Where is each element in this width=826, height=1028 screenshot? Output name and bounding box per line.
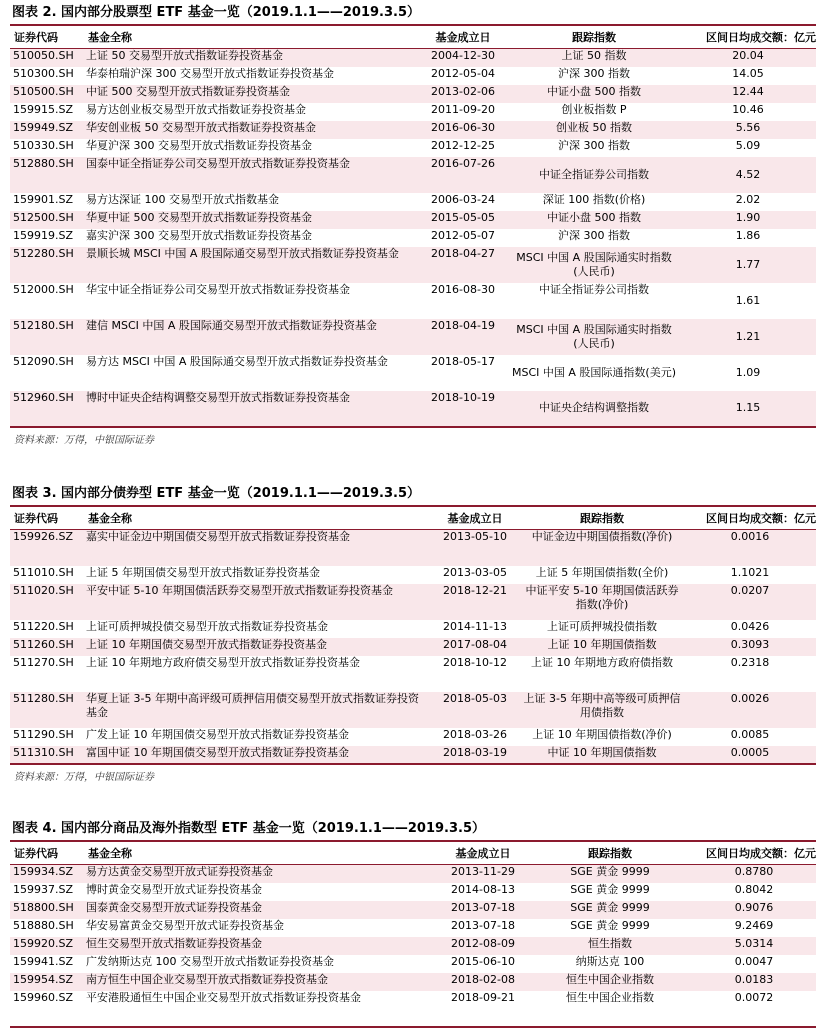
table-row (10, 955, 816, 973)
fund-name: 华夏上证 3-5 年期中高评级可质押信用债交易型开放式指数证券投资基金 (84, 692, 430, 728)
inception-date: 2006-03-24 (431, 192, 495, 206)
inception-date: 2012-05-07 (431, 228, 495, 242)
daily-turnover: 9.2469 (734, 918, 774, 932)
table-row (10, 584, 816, 620)
fund-code: 510300.SH (13, 66, 74, 80)
daily-turnover: 0.0047 (734, 954, 774, 968)
fund-name: 南方恒生中国企业交易型开放式指数证券投资基金 (84, 973, 438, 991)
inception-date: 2012-05-04 (431, 66, 495, 80)
fund-code: 518880.SH (13, 918, 74, 932)
daily-turnover: 1.61 (735, 293, 761, 307)
tracking-index: MSCI 中国 A 股国际通实时指数(人民币) (508, 247, 680, 283)
fund-name: 上证 5 年期国债交易型开放式指数证券投资基金 (86, 565, 320, 579)
table-row (10, 530, 816, 566)
table-row (10, 937, 816, 955)
fund-code: 159920.SZ (10, 937, 84, 955)
daily-turnover: 0.8042 (734, 882, 774, 896)
table-row (10, 283, 816, 319)
fund-code: 511010.SH (13, 565, 74, 579)
header-code: 证券代码 (10, 507, 84, 530)
fund-code: 512000.SH (13, 282, 74, 296)
table-row (10, 85, 816, 103)
tracking-index: 上证可质押城投债指数 (547, 619, 657, 633)
header-index: 跟踪指数 (520, 507, 684, 530)
source-note: 资料来源：万得，中银国际证券 (14, 771, 154, 783)
inception-date: 2012-12-25 (431, 138, 495, 152)
inception-date: 2018-02-08 (438, 973, 528, 991)
tracking-index: 上证 10 年期国债指数(净价) (532, 727, 672, 741)
tracking-index: 中证全指证券公司指数 (539, 282, 649, 296)
table-row (10, 211, 816, 229)
fund-code: 159934.SZ (10, 865, 84, 883)
fund-name: 上证 50 交易型开放式指数证券投资基金 (84, 49, 418, 67)
fund-code: 159915.SZ (13, 102, 74, 116)
fund-name: 上证 10 年期地方政府债交易型开放式指数证券投资基金 (86, 655, 360, 669)
stock-etf-section (10, 2, 816, 446)
tracking-index: 深证 100 指数(价格) (542, 192, 646, 206)
tracking-index: 上证 50 指数 (508, 49, 680, 67)
table-row (10, 103, 816, 121)
fund-code: 510050.SH (10, 49, 84, 67)
inception-date: 2018-10-19 (418, 391, 508, 427)
daily-turnover: 0.3093 (684, 638, 816, 656)
tracking-index: 中证小盘 500 指数 (508, 85, 680, 103)
tracking-index: 纳斯达克 100 (575, 954, 645, 968)
fund-code: 511020.SH (10, 584, 84, 620)
fund-name: 华安创业板 50 交易型开放式指数证券投资基金 (84, 121, 418, 139)
table-row (10, 973, 816, 991)
table-row (10, 49, 816, 67)
fund-code: 511220.SH (13, 619, 74, 633)
tracking-index: 创业板 50 指数 (508, 121, 680, 139)
inception-date: 2014-08-13 (451, 882, 515, 896)
fund-code: 159937.SZ (13, 882, 74, 896)
fund-code: 512090.SH (13, 354, 74, 368)
fund-code: 159949.SZ (10, 121, 84, 139)
tracking-index: 上证 5 年期国债指数(全价) (535, 565, 669, 579)
daily-turnover: 1.1021 (730, 565, 770, 579)
tracking-index: 中证平安 5-10 年期国债活跃券指数(净价) (520, 584, 684, 620)
table-row (10, 865, 816, 883)
etf-table (10, 842, 816, 1028)
tracking-index: SGE 黄金 9999 (570, 882, 650, 896)
header-date: 基金成立日 (418, 26, 508, 49)
fund-name: 平安港股通恒生中国企业交易型开放式指数证券投资基金 (84, 991, 438, 1027)
daily-turnover: 1.15 (680, 391, 816, 427)
source-note: 资料来源：万得，中银国际证券 (14, 434, 154, 446)
fund-name: 易方达深证 100 交易型开放式指数基金 (86, 192, 279, 206)
tracking-index: 创业板指数 P (561, 102, 627, 116)
inception-date: 2013-02-06 (418, 85, 508, 103)
table-row (10, 883, 816, 901)
fund-name: 平安中证 5-10 年期国债活跃券交易型开放式指数证券投资基金 (84, 584, 430, 620)
header-volume: 区间日均成交额：亿元 (680, 26, 816, 49)
fund-name: 国泰黄金交易型开放式证券投资基金 (84, 901, 438, 919)
fund-code: 510330.SH (13, 138, 74, 152)
fund-code: 512500.SH (10, 211, 84, 229)
inception-date: 2013-11-29 (438, 865, 528, 883)
daily-turnover: 0.0072 (692, 991, 816, 1027)
table-row (10, 193, 816, 211)
daily-turnover: 0.0183 (692, 973, 816, 991)
table-row (10, 656, 816, 692)
fund-name: 博时中证央企结构调整交易型开放式指数证券投资基金 (84, 391, 418, 427)
table-row (10, 991, 816, 1027)
table-title: 图表 2. 国内部分股票型 ETF 基金一览（2019.1.1——2019.3.5） (10, 2, 816, 26)
fund-code: 518800.SH (10, 901, 84, 919)
fund-code: 511310.SH (10, 746, 84, 764)
bond-etf-section (10, 483, 816, 783)
header-index: 跟踪指数 (528, 842, 692, 865)
daily-turnover: 1.86 (735, 228, 761, 242)
inception-date: 2016-07-26 (418, 157, 508, 193)
fund-name: 嘉实中证金边中期国债交易型开放式指数证券投资基金 (84, 530, 430, 566)
table-row (10, 746, 816, 764)
table-row (10, 638, 816, 656)
inception-date: 2018-12-21 (430, 584, 520, 620)
tracking-index: MSCI 中国 A 股国际通实时指数(人民币) (508, 319, 680, 355)
fund-name: 易方达 MSCI 中国 A 股国际通交易型开放式指数证券投资基金 (86, 354, 388, 368)
inception-date: 2018-04-19 (418, 319, 508, 355)
fund-name: 中证 500 交易型开放式指数证券投资基金 (84, 85, 418, 103)
fund-name: 嘉实沪深 300 交易型开放式指数证券投资基金 (86, 228, 312, 242)
table-row (10, 247, 816, 283)
tracking-index: SGE 黄金 9999 (528, 901, 692, 919)
table-row (10, 355, 816, 391)
inception-date: 2016-08-30 (431, 282, 495, 296)
daily-turnover: 0.0005 (684, 746, 816, 764)
inception-date: 2013-03-05 (443, 565, 507, 579)
daily-turnover: 0.0026 (684, 692, 816, 728)
fund-name: 富国中证 10 年期国债交易型开放式指数证券投资基金 (84, 746, 430, 764)
inception-date: 2018-10-12 (443, 655, 507, 669)
table-row (10, 901, 816, 919)
header-volume: 区间日均成交额：亿元 (692, 842, 816, 865)
header-index: 跟踪指数 (508, 26, 680, 49)
daily-turnover: 14.05 (732, 66, 764, 80)
fund-code: 159926.SZ (10, 530, 84, 566)
inception-date: 2015-06-10 (451, 954, 515, 968)
fund-name: 广发纳斯达克 100 交易型开放式指数证券投资基金 (86, 954, 334, 968)
table-row (10, 728, 816, 746)
daily-turnover: 20.04 (680, 49, 816, 67)
fund-code: 512880.SH (10, 157, 84, 193)
table-row (10, 229, 816, 247)
tracking-index: 沪深 300 指数 (558, 66, 630, 80)
daily-turnover: 5.56 (680, 121, 816, 139)
inception-date: 2013-07-18 (451, 918, 515, 932)
fund-code: 511280.SH (10, 692, 84, 728)
table-row (10, 566, 816, 584)
daily-turnover: 4.52 (680, 157, 816, 193)
header-date: 基金成立日 (438, 842, 528, 865)
tracking-index: 中证央企结构调整指数 (508, 391, 680, 427)
fund-name: 华泰柏瑞沪深 300 交易型开放式指数证券投资基金 (86, 66, 334, 80)
daily-turnover: 1.77 (680, 247, 816, 283)
table-row (10, 121, 816, 139)
inception-date: 2017-08-04 (430, 638, 520, 656)
table-title: 图表 3. 国内部分债券型 ETF 基金一览（2019.1.1——2019.3.5） (10, 483, 816, 507)
fund-name: 华夏沪深 300 交易型开放式指数证券投资基金 (86, 138, 312, 152)
fund-name: 景顺长城 MSCI 中国 A 股国际通交易型开放式指数证券投资基金 (84, 247, 418, 283)
fund-code: 159919.SZ (13, 228, 74, 242)
tracking-index: 中证金边中期国债指数(净价) (520, 530, 684, 566)
fund-name: 恒生交易型开放式指数证券投资基金 (84, 937, 438, 955)
header-code: 证券代码 (10, 26, 84, 49)
table-row (10, 391, 816, 427)
fund-name: 博时黄金交易型开放式证券投资基金 (86, 882, 262, 896)
inception-date: 2018-09-21 (438, 991, 528, 1027)
inception-date: 2018-03-19 (430, 746, 520, 764)
fund-code: 159941.SZ (13, 954, 74, 968)
table-row (10, 67, 816, 85)
inception-date: 2018-03-26 (443, 727, 507, 741)
fund-code: 159901.SZ (13, 192, 74, 206)
daily-turnover: 0.0207 (684, 584, 816, 620)
fund-code: 512960.SH (10, 391, 84, 427)
daily-turnover: 0.0016 (684, 530, 816, 566)
header-name: 基金全称 (84, 842, 438, 865)
daily-turnover: 1.90 (680, 211, 816, 229)
fund-code: 510500.SH (10, 85, 84, 103)
inception-date: 2018-05-03 (430, 692, 520, 728)
fund-name: 易方达黄金交易型开放式证券投资基金 (84, 865, 438, 883)
tracking-index: 恒生中国企业指数 (528, 991, 692, 1027)
inception-date: 2015-05-05 (418, 211, 508, 229)
daily-turnover: 1.09 (735, 365, 761, 379)
inception-date: 2014-11-13 (443, 619, 507, 633)
etf-table (10, 26, 816, 428)
table-row (10, 157, 816, 193)
daily-turnover: 0.2318 (730, 655, 770, 669)
commodity-overseas-etf-section (10, 818, 816, 1028)
fund-code: 512280.SH (10, 247, 84, 283)
inception-date: 2013-05-10 (430, 530, 520, 566)
table-row (10, 139, 816, 157)
tracking-index: 上证 3-5 年期中高等级可质押信用债指数 (520, 692, 684, 728)
fund-name: 广发上证 10 年期国债交易型开放式指数证券投资基金 (86, 727, 349, 741)
fund-code: 159954.SZ (10, 973, 84, 991)
tracking-index: 沪深 300 指数 (558, 228, 630, 242)
daily-turnover: 0.0426 (730, 619, 770, 633)
fund-name: 上证可质押城投债交易型开放式指数证券投资基金 (86, 619, 328, 633)
table-row (10, 319, 816, 355)
daily-turnover: 0.9076 (692, 901, 816, 919)
table-row (10, 919, 816, 937)
tracking-index: SGE 黄金 9999 (570, 918, 650, 932)
fund-name: 建信 MSCI 中国 A 股国际通交易型开放式指数证券投资基金 (84, 319, 418, 355)
tracking-index: 沪深 300 指数 (558, 138, 630, 152)
fund-name: 华宝中证全指证券公司交易型开放式指数证券投资基金 (86, 282, 350, 296)
inception-date: 2016-06-30 (418, 121, 508, 139)
fund-code: 159960.SZ (10, 991, 84, 1027)
fund-name: 国泰中证全指证券公司交易型开放式指数证券投资基金 (84, 157, 418, 193)
etf-table (10, 507, 816, 765)
daily-turnover: 0.8780 (692, 865, 816, 883)
inception-date: 2004-12-30 (418, 49, 508, 67)
inception-date: 2012-08-09 (438, 937, 528, 955)
fund-name: 华安易富黄金交易型开放式证券投资基金 (86, 918, 284, 932)
daily-turnover: 1.21 (680, 319, 816, 355)
header-date: 基金成立日 (430, 507, 520, 530)
tracking-index: 中证全指证券公司指数 (508, 157, 680, 193)
tracking-index: 恒生指数 (528, 937, 692, 955)
table-row (10, 620, 816, 638)
tracking-index: MSCI 中国 A 股国际通指数(美元) (512, 365, 676, 379)
daily-turnover: 2.02 (735, 192, 761, 206)
header-code: 证券代码 (10, 842, 84, 865)
tracking-index: 中证小盘 500 指数 (508, 211, 680, 229)
fund-code: 512180.SH (10, 319, 84, 355)
header-name: 基金全称 (84, 507, 430, 530)
daily-turnover: 0.0085 (730, 727, 770, 741)
table-row (10, 692, 816, 728)
table-title: 图表 4. 国内部分商品及海外指数型 ETF 基金一览（2019.1.1——2019.3.5） (10, 818, 816, 842)
fund-name: 易方达创业板交易型开放式指数证券投资基金 (86, 102, 306, 116)
daily-turnover: 10.46 (732, 102, 764, 116)
tracking-index: 恒生中国企业指数 (528, 973, 692, 991)
fund-code: 511260.SH (10, 638, 84, 656)
inception-date: 2018-05-17 (431, 354, 495, 368)
inception-date: 2011-09-20 (431, 102, 495, 116)
daily-turnover: 5.09 (735, 138, 761, 152)
fund-code: 511270.SH (13, 655, 74, 669)
daily-turnover: 12.44 (680, 85, 816, 103)
fund-name: 华夏中证 500 交易型开放式指数证券投资基金 (84, 211, 418, 229)
header-name: 基金全称 (84, 26, 418, 49)
tracking-index: SGE 黄金 9999 (528, 865, 692, 883)
tracking-index: 上证 10 年期地方政府债指数 (531, 655, 673, 669)
daily-turnover: 5.0314 (692, 937, 816, 955)
fund-code: 511290.SH (13, 727, 74, 741)
tracking-index: 中证 10 年期国债指数 (520, 746, 684, 764)
header-volume: 区间日均成交额：亿元 (684, 507, 816, 530)
inception-date: 2013-07-18 (438, 901, 528, 919)
fund-name: 上证 10 年期国债交易型开放式指数证券投资基金 (84, 638, 430, 656)
tracking-index: 上证 10 年期国债指数 (520, 638, 684, 656)
inception-date: 2018-04-27 (418, 247, 508, 283)
